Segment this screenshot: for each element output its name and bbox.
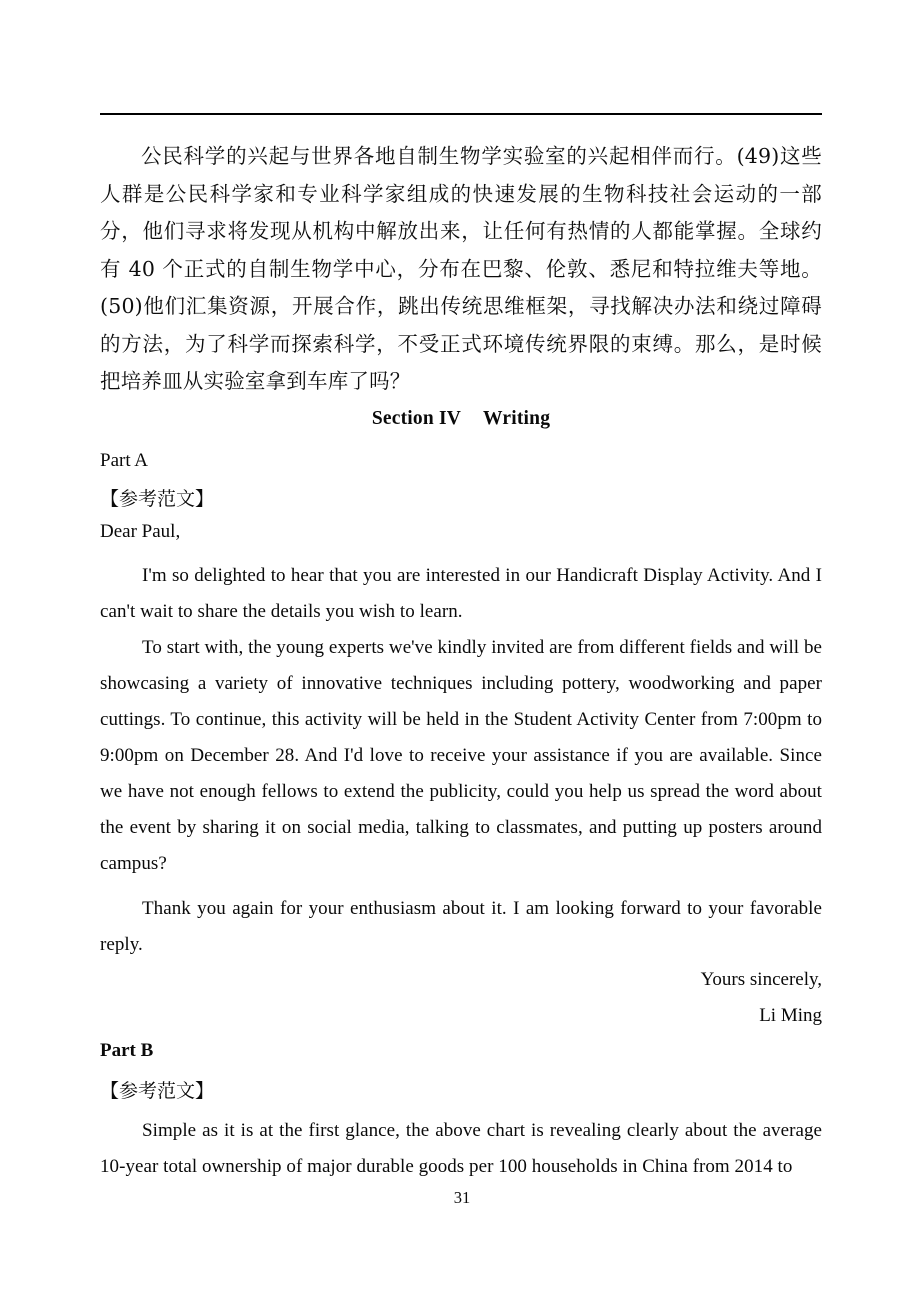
header-divider bbox=[100, 113, 822, 115]
section-heading bbox=[100, 408, 822, 430]
chinese-translation-paragraph: 公民科学的兴起与世界各地自制生物学实验室的兴起相伴而行。(49)这些人群是公民科学家和专业科学家组成的快速发展的生物科技社会运动的一部分，他们寻求将发现从机构中解放出来，让任何有热情的人都能掌握。全球约有 40 个正式的自制生物学中心，分布在巴黎、伦敦、悉尼和特拉维夫等地。(50)他们汇集资源，开展合作，跳出传统思维框架，寻找解决办法和绕过障碍的方法，为了科学而探索科学，不受正式环境传统界限的束缚。那么，是时候把培养皿从实验室拿到车库了吗？ bbox=[100, 144, 822, 393]
section-title: Writing bbox=[483, 408, 551, 429]
section-number: Section IV bbox=[371, 408, 462, 429]
part-b-paragraph-1: Simple as it is at the first glance, the above chart is revealing clearly about the average 10-year total ownership of major durable goods per 100 households in China from 2014 to bbox=[100, 1120, 822, 1177]
part-a-sample-label: 【参考范文】 bbox=[100, 488, 215, 510]
letter-signature: Li Ming bbox=[759, 1005, 822, 1026]
letter-closing: Yours sincerely, bbox=[700, 969, 822, 990]
part-b-label: Part B bbox=[100, 1040, 154, 1061]
page-number: 31 bbox=[453, 1188, 471, 1207]
part-b-sample-label: 【参考范文】 bbox=[100, 1080, 215, 1102]
letter-paragraph-1: I'm so delighted to hear that you are interested in our Handicraft Display Activity. And I can't wait to share the details you wish to learn. bbox=[100, 565, 822, 622]
part-a-label: Part A bbox=[100, 450, 149, 471]
letter-salutation: Dear Paul, bbox=[100, 521, 181, 542]
letter-paragraph-3: Thank you again for your enthusiasm about it. I am looking forward to your favorable reply. bbox=[100, 898, 822, 955]
letter-paragraph-2: To start with, the young experts we've kindly invited are from different fields and will be showcasing a variety of innovative techniques including pottery, woodworking and paper cuttings. To continue, this activity will be held in the Student Activity Center from 7:00pm to 9:00pm on December 28. And I'd love to receive your assistance if you are available. Since we have not enough fellows to extend the publicity, could you help us spread the word about the event by sharing it on social media, talking to classmates, and putting up posters around campus? bbox=[100, 637, 822, 874]
